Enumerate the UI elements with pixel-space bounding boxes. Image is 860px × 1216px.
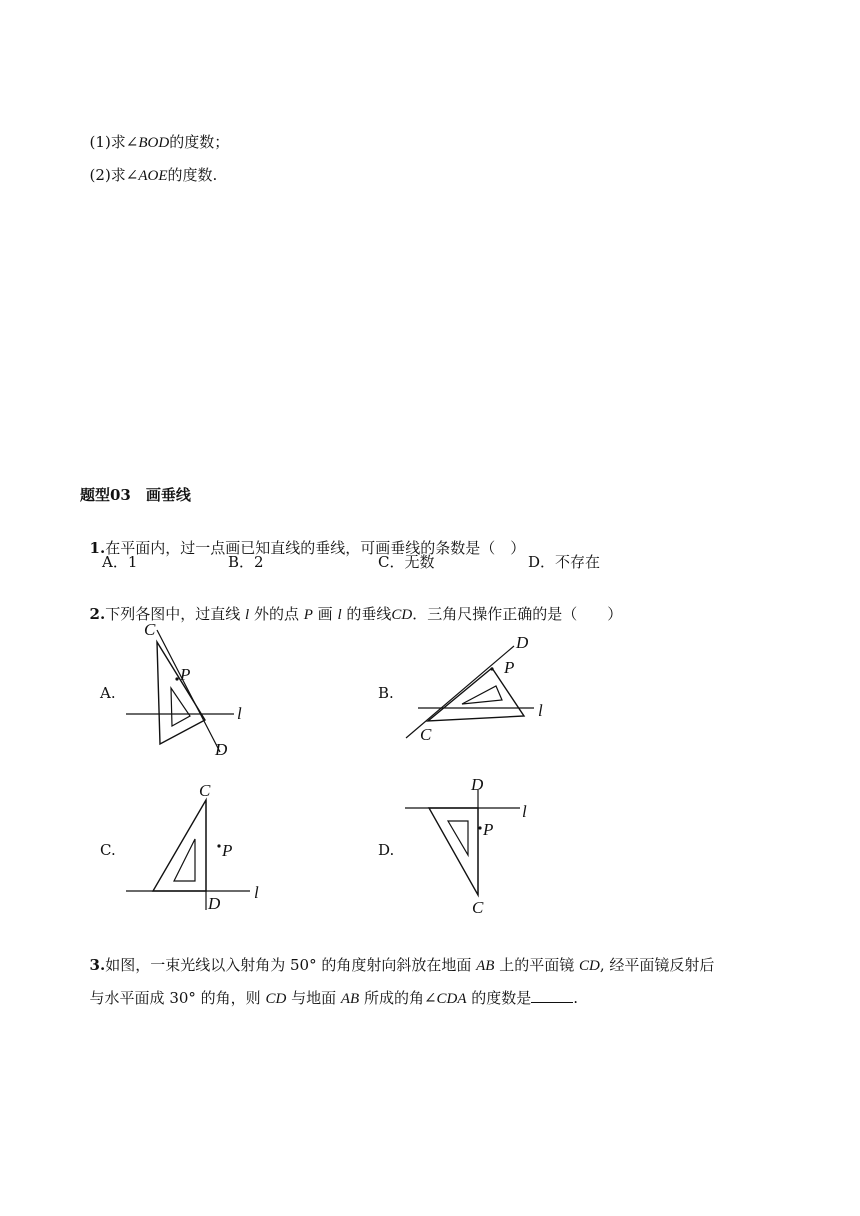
subquestion-2 (80, 145, 217, 186)
question-3-text-b: 上的平面镜 (494, 956, 579, 974)
q1-option-d[interactable]: D．不存在 (528, 553, 601, 571)
question-2-text-c: 画 (312, 605, 338, 623)
question-3-text-d: 与水平面成 30° 的角，则 (89, 989, 266, 1007)
question-2-text-e: ．三角尺操作正确的是（ ） (412, 605, 623, 623)
figure-d-triangle-inner (448, 821, 468, 855)
question-3-text-e: 与地面 (286, 989, 341, 1007)
subquestion-2-label: (2)求∠ (89, 166, 139, 184)
figure-d-point-p (478, 826, 481, 829)
figure-d-option[interactable]: D. (378, 841, 395, 859)
figure-b-label-c: C (420, 725, 432, 744)
question-3-text-f: 所成的角∠ (359, 989, 437, 1007)
figure-a-label-c: C (144, 620, 156, 639)
subquestion-1-label: (1)求∠ (89, 133, 139, 151)
question-3-text-a: 如图，一束光线以入射角为 50° 的角度射向斜放在地面 (105, 956, 477, 974)
figure-b[interactable] (400, 628, 560, 748)
figure-c-label-c: C (199, 781, 211, 800)
point-p-symbol: P (303, 607, 313, 623)
figure-b-label-l: l (538, 701, 543, 720)
angle-cda: CDA (436, 991, 467, 1007)
subquestion-2-text: 的度数. (167, 166, 218, 184)
figure-a-label-p: P (180, 665, 191, 684)
mirror-cd-symbol: CD (579, 958, 600, 974)
figure-d-label-l: l (522, 802, 527, 821)
line-l-symbol-2: l (337, 607, 342, 623)
section-title: 题型03 画垂线 (80, 486, 191, 504)
answer-blank[interactable] (531, 988, 573, 1003)
figure-a-label-d: D (215, 740, 228, 759)
line-ab-symbol-2: AB (340, 991, 360, 1007)
question-2-text-b: 外的点 (249, 605, 304, 623)
figure-b-label-d: D (516, 633, 529, 652)
figure-a-option[interactable]: A. (100, 684, 116, 702)
figure-c-option[interactable]: C. (100, 841, 116, 859)
figure-a[interactable] (120, 618, 260, 758)
question-2-number: 2. (89, 605, 106, 623)
question-1 (80, 518, 525, 558)
line-cd-symbol: CD (391, 607, 413, 623)
figure-a-triangle-ruler (157, 642, 205, 744)
q1-option-a[interactable]: A．1 (102, 553, 138, 571)
question-3-text-h: . (573, 989, 579, 1007)
figure-d-label-d: D (471, 775, 484, 794)
subquestion-1-text: 的度数； (169, 133, 230, 151)
question-1-number: 1. (89, 539, 106, 557)
figure-c-triangle-inner (174, 839, 195, 881)
figure-d-label-c: C (472, 898, 484, 917)
mirror-cd-symbol-2: CD (265, 991, 287, 1007)
figure-c-label-p: P (222, 841, 233, 860)
question-3-text-g: 的度数是 (466, 989, 532, 1007)
figure-a-point-p (175, 677, 178, 680)
figure-b-option[interactable]: B. (378, 684, 394, 702)
figure-c-label-d: D (208, 894, 221, 913)
question-1-text: 在平面内，过一点画已知直线的垂线，可画垂线的条数是（ ） (105, 539, 526, 557)
figure-c-label-l: l (254, 883, 259, 902)
figure-b-label-p: P (504, 658, 515, 677)
figure-c-triangle-ruler (153, 800, 206, 891)
figure-a-label-l: l (237, 704, 242, 723)
line-l-symbol: l (245, 607, 250, 623)
figure-c-point-p (217, 844, 220, 847)
figure-c[interactable] (122, 780, 282, 915)
angle-aoe: AOE (138, 168, 168, 184)
question-2-text-d: 的垂线 (341, 605, 392, 623)
q1-option-c[interactable]: C．无数 (378, 553, 435, 571)
question-3-number: 3. (89, 956, 106, 974)
question-3-line-2 (80, 968, 578, 1009)
angle-bod: BOD (138, 135, 170, 151)
q1-option-b[interactable]: B．2 (228, 553, 264, 571)
question-2-text-a: 下列各图中，过直线 (105, 605, 245, 623)
line-ab-symbol: AB (476, 958, 495, 974)
figure-b-point-p (490, 667, 493, 670)
question-3-text-c: , 经平面镜反射后 (599, 956, 715, 974)
figure-d-label-p: P (483, 820, 494, 839)
figure-a-line-cd (157, 630, 220, 752)
figure-d[interactable] (400, 775, 550, 915)
figure-a-triangle-inner (171, 688, 190, 726)
